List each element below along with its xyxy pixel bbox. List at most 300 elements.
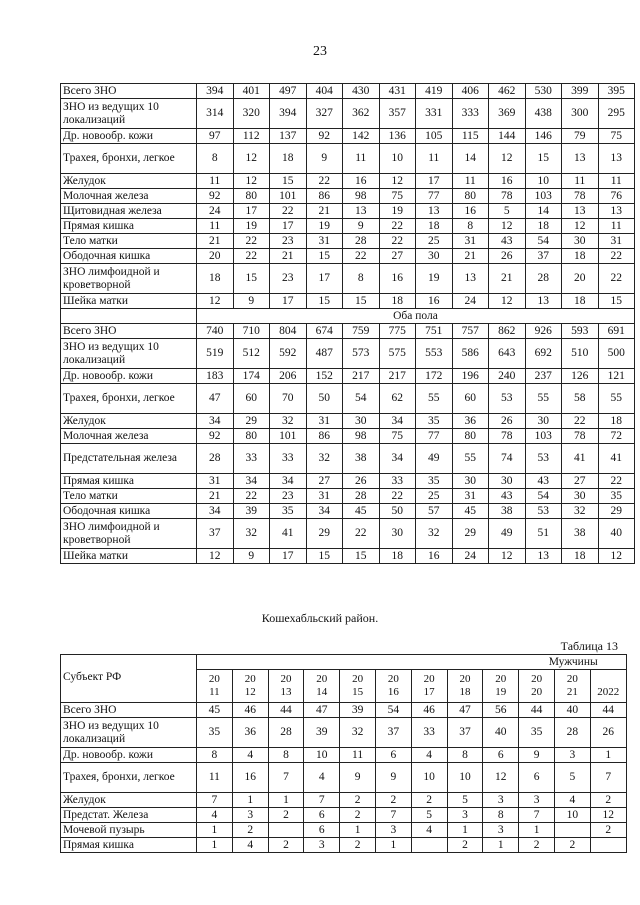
table-cell: 926 bbox=[525, 324, 562, 339]
table-cell: 11 bbox=[340, 748, 376, 763]
table-cell: 2 bbox=[375, 793, 411, 808]
table-cell: 40 bbox=[483, 718, 519, 748]
table-cell: 1 bbox=[232, 793, 268, 808]
table-cell: 62 bbox=[379, 384, 416, 414]
table-cell: 53 bbox=[525, 444, 562, 474]
year-header-top: 20 bbox=[566, 673, 578, 685]
table-cell: 12 bbox=[598, 549, 635, 564]
table-cell: 4 bbox=[197, 808, 233, 823]
table-cell: 17 bbox=[416, 174, 453, 189]
table-cell: 11 bbox=[343, 144, 380, 174]
table-cell: 22 bbox=[379, 234, 416, 249]
section-label: Оба пола bbox=[197, 309, 635, 324]
table-cell: 92 bbox=[197, 429, 234, 444]
table-cell: 2 bbox=[447, 838, 483, 853]
table-cell: 58 bbox=[562, 384, 599, 414]
table-cell: 2 bbox=[268, 838, 304, 853]
table-cell: 31 bbox=[452, 234, 489, 249]
table-cell: 643 bbox=[489, 339, 526, 369]
table-cell: 92 bbox=[197, 189, 234, 204]
table-cell: 9 bbox=[233, 294, 270, 309]
year-header-bottom: 17 bbox=[423, 686, 435, 698]
table-cell: 25 bbox=[416, 489, 453, 504]
table-cell: 70 bbox=[270, 384, 307, 414]
table-row bbox=[61, 339, 635, 369]
row-label: Молочная железа bbox=[61, 429, 197, 444]
table-cell: 47 bbox=[447, 703, 483, 718]
table-cell: 29 bbox=[452, 519, 489, 549]
table-cell: 10 bbox=[447, 763, 483, 793]
table-cell: 710 bbox=[233, 324, 270, 339]
table-cell: 12 bbox=[233, 174, 270, 189]
table-cell: 573 bbox=[343, 339, 380, 369]
table-cell: 38 bbox=[489, 504, 526, 519]
table-cell: 395 bbox=[598, 84, 635, 99]
table-cell: 7 bbox=[268, 763, 304, 793]
table-cell: 60 bbox=[233, 384, 270, 414]
table-cell: 75 bbox=[379, 429, 416, 444]
table-cell: 500 bbox=[598, 339, 635, 369]
table-cell: 17 bbox=[270, 549, 307, 564]
table-cell: 19 bbox=[416, 264, 453, 294]
table-cell: 2 bbox=[590, 823, 626, 838]
table-cell: 22 bbox=[306, 174, 343, 189]
row-label: Тело матки bbox=[61, 234, 197, 249]
table-cell: 78 bbox=[489, 429, 526, 444]
table-cell: 1 bbox=[197, 823, 233, 838]
table-cell: 36 bbox=[232, 718, 268, 748]
table-cell: 28 bbox=[525, 264, 562, 294]
table-cell: 22 bbox=[270, 204, 307, 219]
table-cell: 1 bbox=[268, 793, 304, 808]
table-cell: 18 bbox=[562, 549, 599, 564]
table-cell: 35 bbox=[416, 414, 453, 429]
table-cell: 8 bbox=[483, 808, 519, 823]
table-cell: 23 bbox=[270, 489, 307, 504]
year-header-top: 20 bbox=[531, 673, 543, 685]
table-row bbox=[61, 489, 635, 504]
table-cell: 30 bbox=[416, 249, 453, 264]
table-cell: 9 bbox=[519, 748, 555, 763]
year-header-bottom: 21 bbox=[566, 686, 578, 698]
table-cell: 6 bbox=[304, 823, 340, 838]
table-cell: 29 bbox=[233, 414, 270, 429]
table-cell: 98 bbox=[343, 189, 380, 204]
table-cell: 13 bbox=[343, 204, 380, 219]
table-cell: 12 bbox=[483, 763, 519, 793]
table-cell: 394 bbox=[270, 99, 307, 129]
table-cell: 24 bbox=[452, 294, 489, 309]
table-cell: 775 bbox=[379, 324, 416, 339]
table-cell: 510 bbox=[562, 339, 599, 369]
table-cell: 295 bbox=[598, 99, 635, 129]
table-cell: 674 bbox=[306, 324, 343, 339]
table-cell: 740 bbox=[197, 324, 234, 339]
table-cell: 46 bbox=[411, 703, 447, 718]
table-cell: 196 bbox=[452, 369, 489, 384]
table-cell: 12 bbox=[489, 219, 526, 234]
table-cell: 217 bbox=[343, 369, 380, 384]
table-cell: 10 bbox=[379, 144, 416, 174]
table-cell: 21 bbox=[306, 204, 343, 219]
table-cell: 78 bbox=[489, 189, 526, 204]
table-cell: 44 bbox=[590, 703, 626, 718]
table-cell: 7 bbox=[519, 808, 555, 823]
table-row bbox=[61, 144, 635, 174]
table-cell: 50 bbox=[379, 504, 416, 519]
table-cell: 38 bbox=[343, 444, 380, 474]
table-row bbox=[61, 249, 635, 264]
table-row bbox=[61, 808, 627, 823]
table-cell: 55 bbox=[525, 384, 562, 414]
table-cell: 23 bbox=[270, 264, 307, 294]
table-cell: 78 bbox=[562, 429, 599, 444]
table-row bbox=[61, 129, 635, 144]
row-label: Молочная железа bbox=[61, 189, 197, 204]
table-cell: 24 bbox=[197, 204, 234, 219]
table-cell: 24 bbox=[452, 549, 489, 564]
table-row bbox=[61, 384, 635, 414]
table-cell: 401 bbox=[233, 84, 270, 99]
table-cell: 8 bbox=[197, 748, 233, 763]
table-cell: 136 bbox=[379, 129, 416, 144]
table-cell: 30 bbox=[452, 474, 489, 489]
year-header-bottom: 12 bbox=[244, 686, 256, 698]
year-header bbox=[590, 670, 626, 703]
table-cell: 44 bbox=[268, 703, 304, 718]
table-cell: 333 bbox=[452, 99, 489, 129]
table-cell: 37 bbox=[447, 718, 483, 748]
page-number: 23 bbox=[313, 44, 327, 59]
table-cell: 101 bbox=[270, 429, 307, 444]
table-cell: 4 bbox=[304, 763, 340, 793]
table-cell: 438 bbox=[525, 99, 562, 129]
table-cell: 45 bbox=[343, 504, 380, 519]
table-cell: 74 bbox=[489, 444, 526, 474]
table-cell: 25 bbox=[416, 234, 453, 249]
table-cell: 206 bbox=[270, 369, 307, 384]
row-label: Др. новообр. кожи bbox=[61, 129, 197, 144]
table-cell: 86 bbox=[306, 429, 343, 444]
table-cell: 38 bbox=[562, 519, 599, 549]
table-cell: 28 bbox=[554, 718, 590, 748]
table-cell: 39 bbox=[304, 718, 340, 748]
table-cell: 144 bbox=[489, 129, 526, 144]
section-spacer bbox=[61, 309, 197, 324]
table-cell: 14 bbox=[525, 204, 562, 219]
incidence-table-koshekhablsky bbox=[60, 654, 627, 853]
table-cell: 6 bbox=[375, 748, 411, 763]
table-row bbox=[61, 99, 635, 129]
table-cell: 20 bbox=[562, 264, 599, 294]
table-cell: 22 bbox=[598, 249, 635, 264]
table-cell: 17 bbox=[270, 219, 307, 234]
table-cell: 13 bbox=[525, 294, 562, 309]
table-cell: 21 bbox=[197, 234, 234, 249]
table-cell: 10 bbox=[411, 763, 447, 793]
year-header-bottom: 11 bbox=[209, 686, 220, 698]
table-cell: 98 bbox=[343, 429, 380, 444]
table-cell: 9 bbox=[343, 219, 380, 234]
table-cell: 5 bbox=[554, 763, 590, 793]
table-cell: 4 bbox=[411, 748, 447, 763]
table-cell: 1 bbox=[340, 823, 376, 838]
table-cell: 11 bbox=[452, 174, 489, 189]
table-cell: 47 bbox=[197, 384, 234, 414]
table-cell: 314 bbox=[197, 99, 234, 129]
table-cell: 34 bbox=[233, 474, 270, 489]
table-cell: 80 bbox=[233, 429, 270, 444]
table-cell: 593 bbox=[562, 324, 599, 339]
table-cell: 357 bbox=[379, 99, 416, 129]
table-row bbox=[61, 204, 635, 219]
table-cell: 18 bbox=[416, 219, 453, 234]
table-cell: 2 bbox=[340, 793, 376, 808]
table-cell: 28 bbox=[343, 234, 380, 249]
row-label: Мочевой пузырь bbox=[61, 823, 197, 838]
table-cell: 217 bbox=[379, 369, 416, 384]
table-cell: 21 bbox=[489, 264, 526, 294]
table-cell: 3 bbox=[483, 823, 519, 838]
table-cell: 10 bbox=[525, 174, 562, 189]
table-cell: 13 bbox=[562, 144, 599, 174]
table-cell: 487 bbox=[306, 339, 343, 369]
table-cell: 15 bbox=[343, 549, 380, 564]
table-cell: 92 bbox=[306, 129, 343, 144]
year-header-bottom: 15 bbox=[352, 686, 364, 698]
table-cell: 78 bbox=[562, 189, 599, 204]
table-cell: 17 bbox=[233, 204, 270, 219]
row-label: ЗНО лимфоидной и кроветворной bbox=[61, 519, 197, 549]
table-cell: 8 bbox=[447, 748, 483, 763]
year-header-top: 20 bbox=[280, 673, 292, 685]
table-cell: 4 bbox=[411, 823, 447, 838]
table-cell: 8 bbox=[268, 748, 304, 763]
table-cell: 6 bbox=[519, 763, 555, 793]
table-cell: 431 bbox=[379, 84, 416, 99]
table-cell: 22 bbox=[233, 489, 270, 504]
table-cell: 17 bbox=[306, 264, 343, 294]
table-cell: 34 bbox=[306, 504, 343, 519]
table-row bbox=[61, 414, 635, 429]
table-cell: 7 bbox=[590, 763, 626, 793]
table-cell: 530 bbox=[525, 84, 562, 99]
table-cell: 80 bbox=[233, 189, 270, 204]
row-label: Шейка матки bbox=[61, 549, 197, 564]
table-cell: 22 bbox=[562, 414, 599, 429]
table-cell: 575 bbox=[379, 339, 416, 369]
table-cell: 101 bbox=[270, 189, 307, 204]
table-cell: 7 bbox=[304, 793, 340, 808]
table-cell: 33 bbox=[233, 444, 270, 474]
table-cell: 80 bbox=[452, 429, 489, 444]
table-cell: 142 bbox=[343, 129, 380, 144]
table-cell: 862 bbox=[489, 324, 526, 339]
table-cell: 105 bbox=[416, 129, 453, 144]
row-label: Предстат. Железа bbox=[61, 808, 197, 823]
table-cell: 17 bbox=[270, 294, 307, 309]
table-cell: 137 bbox=[270, 129, 307, 144]
year-header-top: 20 bbox=[352, 673, 364, 685]
row-label: Щитовидная железа bbox=[61, 204, 197, 219]
table-cell: 12 bbox=[562, 219, 599, 234]
table-cell: 37 bbox=[525, 249, 562, 264]
table-cell bbox=[411, 838, 447, 853]
row-label: ЗНО из ведущих 10 локализаций bbox=[61, 99, 197, 129]
table-cell: 31 bbox=[452, 489, 489, 504]
row-label: Тело матки bbox=[61, 489, 197, 504]
year-header-top: 20 bbox=[208, 673, 220, 685]
table-cell: 11 bbox=[197, 763, 233, 793]
table-cell: 16 bbox=[379, 264, 416, 294]
row-label: Желудок bbox=[61, 793, 197, 808]
year-header-top bbox=[591, 673, 626, 686]
table-cell: 27 bbox=[306, 474, 343, 489]
table-cell: 553 bbox=[416, 339, 453, 369]
year-header bbox=[411, 670, 447, 703]
table-cell: 13 bbox=[598, 144, 635, 174]
table-cell: 30 bbox=[379, 519, 416, 549]
table-cell: 16 bbox=[416, 294, 453, 309]
men-header: Мужчины bbox=[197, 655, 627, 670]
table-cell: 10 bbox=[304, 748, 340, 763]
table-row bbox=[61, 429, 635, 444]
table-cell: 8 bbox=[197, 144, 234, 174]
table-cell: 592 bbox=[270, 339, 307, 369]
table-cell: 34 bbox=[197, 504, 234, 519]
year-header bbox=[519, 670, 555, 703]
table-row bbox=[61, 84, 635, 99]
year-header bbox=[197, 670, 233, 703]
table-cell: 41 bbox=[270, 519, 307, 549]
table-cell: 12 bbox=[590, 808, 626, 823]
row-label: Предстательная железа bbox=[61, 444, 197, 474]
table-cell: 51 bbox=[525, 519, 562, 549]
table-cell: 30 bbox=[489, 474, 526, 489]
year-header-bottom: 14 bbox=[316, 686, 328, 698]
row-label: Желудок bbox=[61, 414, 197, 429]
table-cell: 16 bbox=[232, 763, 268, 793]
table-cell: 26 bbox=[489, 414, 526, 429]
table-cell: 327 bbox=[306, 99, 343, 129]
year-header-top: 20 bbox=[244, 673, 256, 685]
row-label: ЗНО лимфоидной и кроветворной bbox=[61, 264, 197, 294]
table-cell: 13 bbox=[525, 549, 562, 564]
table-cell: 462 bbox=[489, 84, 526, 99]
row-label: Шейка матки bbox=[61, 294, 197, 309]
table-cell: 11 bbox=[197, 174, 234, 189]
table-row bbox=[61, 444, 635, 474]
table-cell: 49 bbox=[489, 519, 526, 549]
table-cell: 1 bbox=[447, 823, 483, 838]
year-header bbox=[340, 670, 376, 703]
table-cell: 60 bbox=[452, 384, 489, 414]
table-cell: 26 bbox=[590, 718, 626, 748]
table-cell: 32 bbox=[340, 718, 376, 748]
table-cell: 2 bbox=[232, 823, 268, 838]
table-cell: 1 bbox=[375, 838, 411, 853]
table-cell: 72 bbox=[598, 429, 635, 444]
table-cell: 152 bbox=[306, 369, 343, 384]
table-cell: 18 bbox=[197, 264, 234, 294]
table-cell: 79 bbox=[562, 129, 599, 144]
year-header bbox=[554, 670, 590, 703]
table-row bbox=[61, 703, 627, 718]
table-cell: 31 bbox=[306, 489, 343, 504]
table-cell: 14 bbox=[452, 144, 489, 174]
row-label: Ободочная кишка bbox=[61, 249, 197, 264]
table-cell: 146 bbox=[525, 129, 562, 144]
table-cell: 6 bbox=[304, 808, 340, 823]
table-cell: 7 bbox=[375, 808, 411, 823]
table-cell: 497 bbox=[270, 84, 307, 99]
table-cell: 22 bbox=[343, 519, 380, 549]
table-cell: 7 bbox=[197, 793, 233, 808]
table-cell: 11 bbox=[598, 219, 635, 234]
table-cell: 55 bbox=[416, 384, 453, 414]
table-cell: 32 bbox=[306, 444, 343, 474]
table-cell: 50 bbox=[306, 384, 343, 414]
table-cell: 16 bbox=[416, 549, 453, 564]
table-cell: 21 bbox=[197, 489, 234, 504]
table-cell: 419 bbox=[416, 84, 453, 99]
table-cell: 26 bbox=[343, 474, 380, 489]
table-row bbox=[61, 748, 627, 763]
table-cell: 77 bbox=[416, 189, 453, 204]
year-header-bottom: 13 bbox=[280, 686, 292, 698]
year-header-bottom: 16 bbox=[387, 686, 399, 698]
year-header-bottom: 2022 bbox=[597, 686, 620, 698]
table-cell: 751 bbox=[416, 324, 453, 339]
table-cell: 75 bbox=[379, 189, 416, 204]
table-cell: 9 bbox=[340, 763, 376, 793]
table-cell: 18 bbox=[525, 219, 562, 234]
table-cell: 15 bbox=[270, 174, 307, 189]
table-cell: 1 bbox=[197, 838, 233, 853]
table-cell: 19 bbox=[379, 204, 416, 219]
table-cell: 2 bbox=[411, 793, 447, 808]
table-cell: 240 bbox=[489, 369, 526, 384]
table-cell: 759 bbox=[343, 324, 380, 339]
table-cell: 5 bbox=[411, 808, 447, 823]
table-cell: 115 bbox=[452, 129, 489, 144]
incidence-table-part1 bbox=[60, 83, 635, 564]
table-cell: 97 bbox=[197, 129, 234, 144]
table-cell: 12 bbox=[233, 144, 270, 174]
table-cell: 172 bbox=[416, 369, 453, 384]
row-label: Всего ЗНО bbox=[61, 703, 197, 718]
table-cell: 112 bbox=[233, 129, 270, 144]
table-row bbox=[61, 504, 635, 519]
table-cell: 34 bbox=[379, 444, 416, 474]
table-cell: 103 bbox=[525, 429, 562, 444]
table-cell: 31 bbox=[306, 414, 343, 429]
table-row bbox=[61, 519, 635, 549]
year-header bbox=[304, 670, 340, 703]
year-header-top: 20 bbox=[316, 673, 328, 685]
table-cell: 9 bbox=[233, 549, 270, 564]
table-cell: 36 bbox=[452, 414, 489, 429]
table-row bbox=[61, 718, 627, 748]
table-cell: 3 bbox=[304, 838, 340, 853]
table-cell: 12 bbox=[489, 294, 526, 309]
table-cell: 32 bbox=[233, 519, 270, 549]
table-cell: 8 bbox=[452, 219, 489, 234]
year-header-bottom: 19 bbox=[495, 686, 507, 698]
table-cell: 3 bbox=[519, 793, 555, 808]
table-cell: 55 bbox=[452, 444, 489, 474]
table-cell: 22 bbox=[233, 249, 270, 264]
